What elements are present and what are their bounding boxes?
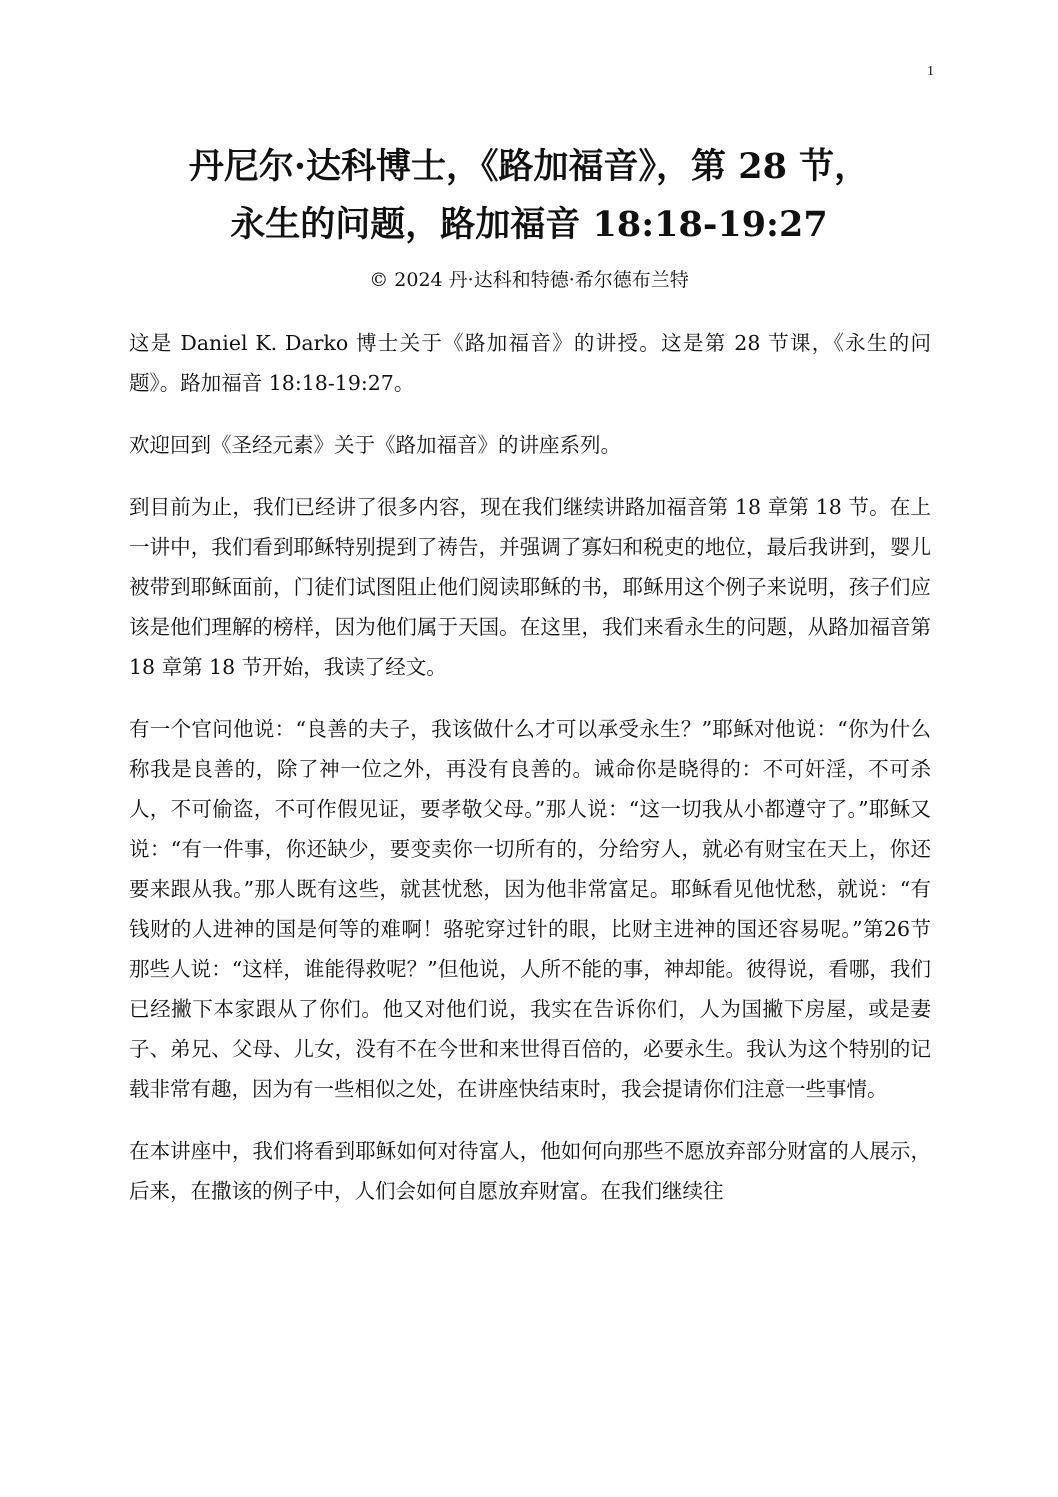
- title-line-1: 丹尼尔·达科博士，《路加福音》，第 28 节，: [188, 146, 870, 187]
- document-body: [129, 323, 931, 1233]
- copyright-line: © 2024 丹·达科和特德·希尔德布兰特: [369, 269, 689, 291]
- title-line-2: 永生的问题，路加福音 18:18-19:27: [230, 204, 828, 245]
- page-title: [0, 138, 1058, 254]
- paragraph-context: 到目前为止，我们已经讲了很多内容，现在我们继续讲路加福音第 18 章第 18 节。在上一讲中，我们看到耶稣特别提到了祷告，并强调了寡妇和税吏的地位，最后我讲到，婴儿被带到耶稣面前，门徒们试图阻止他们阅读耶稣的书，耶稣用这个例子来说明，孩子们应该是他们理解的榜样，因为他们属于天国。在这里，我们来看永生的问题，从路加福音第 18 章第 18 节开始，我读了经文。: [129, 495, 931, 679]
- paragraph-lecture-overview: 在本讲座中，我们将看到耶稣如何对待富人，他如何向那些不愿放弃部分财富的人展示，后来，在撒该的例子中，人们会如何自愿放弃财富。在我们继续往: [129, 1139, 931, 1203]
- paragraph-intro: 这是 Daniel K. Darko 博士关于《路加福音》的讲授。这是第 28 节课，《永生的问题》。路加福音 18:18-19:27。: [129, 331, 931, 395]
- paragraph-scripture: 有一个官问他说：“良善的夫子，我该做什么才可以承受永生？”耶稣对他说：“你为什么称我是良善的，除了神一位之外，再没有良善的。诫命你是晓得的：不可奸淫，不可杀人，不可偷盗，不可作假见证，要孝敬父母。”那人说：“这一切我从小都遵守了。”耶稣又说：“有一件事，你还缺少，要变卖你一切所有的，分给穷人，就必有财宝在天上，你还要来跟从我。”那人既有这些，就甚忧愁，因为他非常富足。耶稣看见他忧愁，就说：“有钱财的人进神的国是何等的难啊！骆驼穿过针的眼，比财主进神的国还容易呢。”第26节那些人说：“这样，谁能得救呢？”但他说，人所不能的事，神却能。彼得说，看哪，我们已经撇下本家跟从了你们。他又对他们说，我实在告诉你们，人为国撇下房屋，或是妻子、弟兄、父母、儿女，没有不在今世和来世得百倍的，必要永生。我认为这个特别的记载非常有趣，因为有一些相似之处，在讲座快结束时，我会提请你们注意一些事情。: [129, 717, 931, 1101]
- paragraph-welcome: 欢迎回到《圣经元素》关于《路加福音》的讲座系列。: [129, 433, 621, 457]
- page-number: 1: [927, 64, 934, 79]
